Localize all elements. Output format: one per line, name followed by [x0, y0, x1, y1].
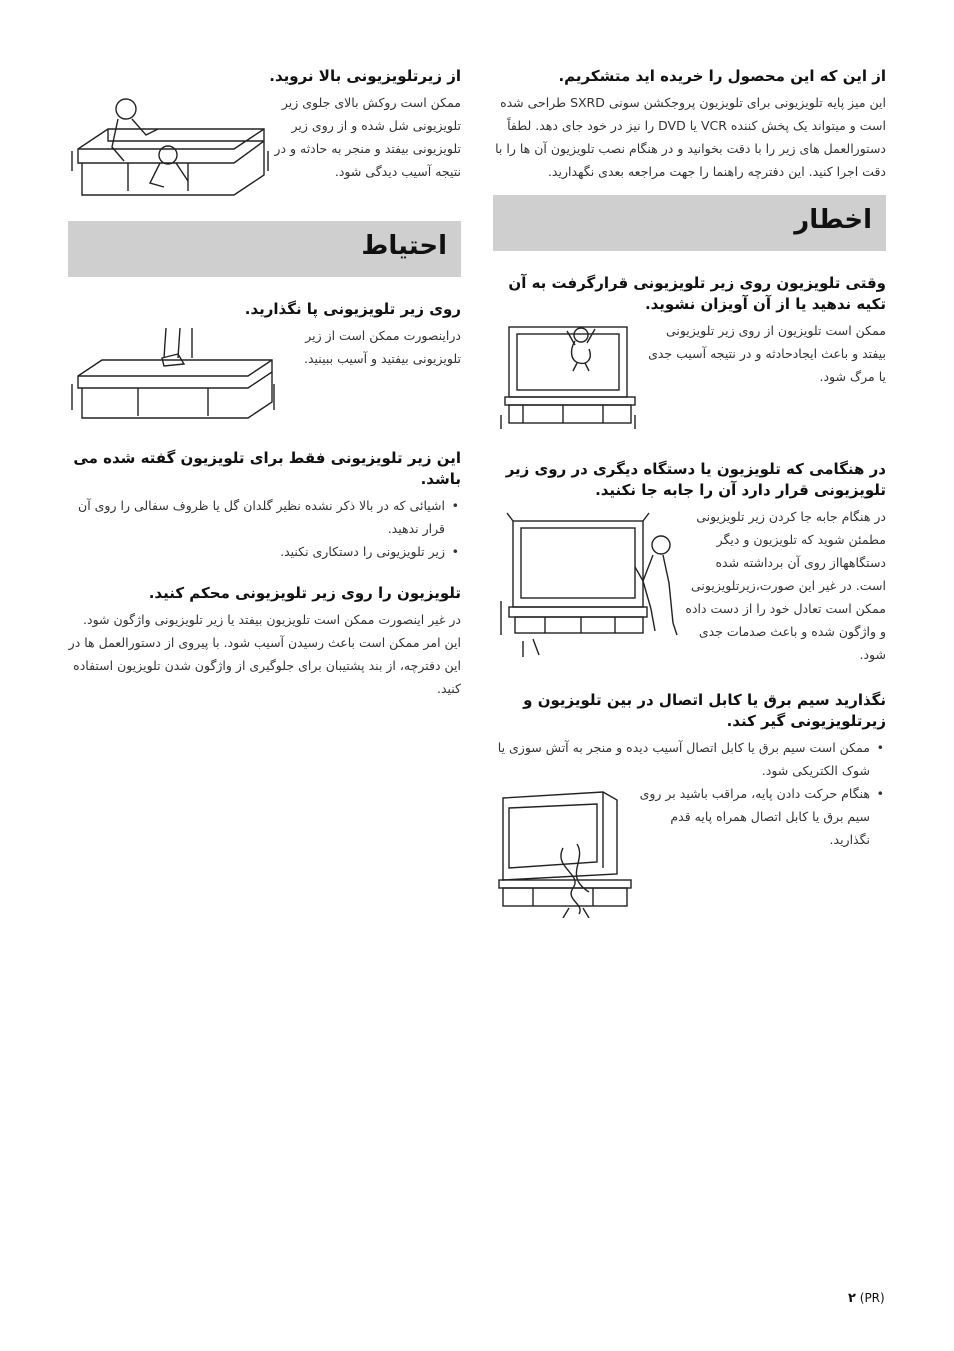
left-column	[68, 66, 461, 700]
climbing-child-illustration	[68, 91, 273, 201]
tv-hanging-illustration	[493, 321, 643, 431]
caution-climb-section	[68, 66, 461, 205]
list-item: • زیر تلویزیونی را دستکاری نکنید.	[68, 540, 445, 563]
caution-secure-body: در غیر اینصورت ممکن است تلویزیون بیفتد یا زیر تلویزیونی واژگون شود. این امر ممکن است باعث رسیدن آسیب شود. با پیروی از دستورالعمل ها در این دفترچه، از بند پشتیبان برای جلوگیری از واژگون شدن تلویزیون استفاده کنید.	[68, 612, 461, 696]
warning-move-body: در هنگام جابه جا کردن زیر تلویزیونی مطمئن شوید که تلویزیون و دیگر دستگاههااز روی آن برداشته شده است. در غیر این صورت،زیرتلویزیونی ممکن است تعادل خود را از دست داده و واژگون شده و باعث صدمات جدی شود.	[685, 509, 886, 662]
caution-purpose-heading: این زیر تلویزیونی فقط برای تلویزیون گفته شده می باشد.	[73, 449, 461, 488]
caution-climb-body: ممکن است روکش بالای جلوی زیر تلویزیونی شل شده و از روی زیر تلویزیونی بیفتد و منجر به حادثه و در نتیجه آسیب دیدگی شود.	[274, 95, 461, 179]
caution-banner	[68, 221, 461, 277]
caution-purpose-list	[68, 494, 461, 563]
page-number: ۲	[848, 1291, 856, 1306]
caution-climb-heading: از زیرتلویزیونی بالا نروید.	[269, 67, 461, 85]
warning-cable-list-2	[493, 782, 886, 851]
caution-secure-section	[68, 583, 461, 700]
intro-body: این میز پایه تلویزیونی برای تلویزیون پروجکشن سونی SXRD طراحی شده است و میتواند یک پخش کننده VCR یا DVD را نیز در خود جای دهد. لطفاً دستورالعمل های زیر را با دقت بخوانید و در هنگام نصب تلویزیون آن ها را با دقت اجرا کنید. این دفترچه راهنما را جهت مراجعه بعدی نگهدارید.	[495, 95, 886, 179]
caution-purpose-section	[68, 448, 461, 563]
warning-section-lean	[493, 273, 886, 435]
warning-section-cable	[493, 690, 886, 922]
list-item: • اشیائی که در بالا ذکر نشده نظیر گلدان گل یا ظروف سفالی را روی آن قرار ندهید.	[68, 494, 445, 540]
warning-cable-heading: نگذارید سیم برق یا کابل اتصال در بین تلویزیون و زیرتلویزیونی گیر کند.	[523, 691, 886, 730]
caution-step-section	[68, 299, 461, 428]
list-item: • هنگام حرکت دادن پایه، مراقب باشید بر روی سیم برق یا کابل اتصال همراه پایه قدم نگذارید.	[493, 782, 870, 851]
warning-banner	[493, 195, 886, 251]
foot-on-stand-illustration	[68, 324, 278, 424]
caution-title: احتیاط	[361, 231, 447, 261]
caution-step-body: دراینصورت ممکن است از زیر تلویزیونی بیفتید و آسیب ببینید.	[304, 328, 461, 366]
intro-heading: از این که این محصول را خریده اید متشکریم.	[558, 67, 886, 85]
warning-section-move	[493, 459, 886, 666]
list-item: • ممکن است سیم برق یا کابل اتصال آسیب دیده و منجر به آتش سوزی یا شوک الکتریکی شود.	[493, 736, 870, 782]
warning-title: اخطار	[794, 205, 872, 235]
intro-section	[493, 66, 886, 183]
tv-moving-illustration	[493, 511, 683, 661]
warning-move-heading: در هنگامی که تلویزیون یا دستگاه دیگری در روی زیر تلویزیونی قرار دارد آن را جابه جا نکنید.	[505, 460, 886, 499]
caution-secure-heading: تلویزیون را روی زیر تلویزیونی محکم کنید.	[148, 584, 461, 602]
warning-cable-list	[493, 736, 886, 782]
language-code: (PR)	[859, 1291, 885, 1305]
caution-step-heading: روی زیر تلویزیونی پا نگذارید.	[244, 300, 461, 318]
right-column	[493, 66, 886, 922]
warning-lean-heading: وقتی تلویزیون روی زیر تلویزیونی قرارگرفت به آن تکیه ندهید یا از آن آویزان نشوید.	[508, 274, 886, 313]
page-footer	[848, 1291, 885, 1306]
warning-lean-body: ممکن است تلویزیون از روی زیر تلویزیونی بیفتد و باعث ایجادحادثه و در نتیجه آسیب جدی یا مرگ شود.	[648, 323, 886, 384]
